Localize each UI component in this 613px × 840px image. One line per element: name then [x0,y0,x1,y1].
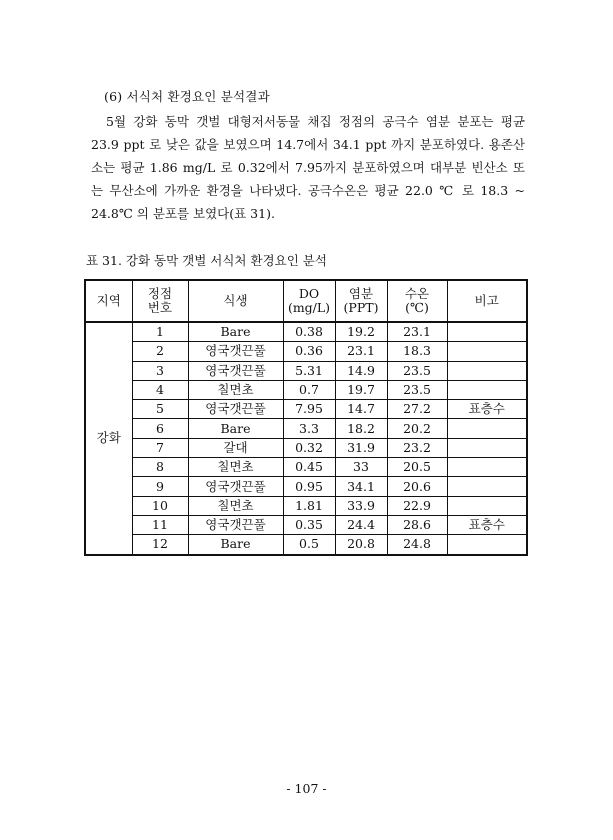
do-cell: 0.35 [283,515,335,534]
salinity-cell: 14.7 [335,400,387,419]
vegetation-cell: 갈대 [188,438,283,457]
temperature-cell: 20.6 [387,477,447,496]
station-cell: 11 [132,515,188,534]
paragraph-line: 는 무산소에 가까운 환경을 나타냈다. 공극수온은 평균 22.0 ℃ 로 18.3 ~ [91,183,525,198]
habitat-environment-table [84,279,528,556]
table-header-row [85,280,527,322]
table-row [85,419,527,438]
salinity-cell: 18.2 [335,419,387,438]
remark-cell [447,438,527,457]
salinity-cell: 20.8 [335,535,387,555]
remark-cell [447,496,527,515]
remark-cell [447,477,527,496]
do-cell: 1.81 [283,496,335,515]
table-row [85,496,527,515]
do-cell: 7.95 [283,400,335,419]
do-cell: 0.95 [283,477,335,496]
temperature-cell: 24.8 [387,535,447,555]
region-cell: 강화 [85,322,132,555]
remark-cell [447,535,527,555]
paragraph-line: 23.9 ppt 로 낮은 값을 보였으며 14.7에서 34.1 ppt 까지 분포하였다. 용존산 [91,137,525,152]
header-do-line1: DO [298,286,320,301]
remark-cell [447,419,527,438]
salinity-cell: 31.9 [335,438,387,457]
table-row [85,361,527,380]
remark-cell [447,380,527,399]
table-row [85,535,527,555]
header-region: 지역 [85,280,132,322]
remark-cell [447,342,527,361]
header-station-line2: 번호 [147,300,173,315]
table-row [85,400,527,419]
section-heading: (6) 서식처 환경요인 분석결과 [104,89,270,104]
station-cell: 4 [132,380,188,399]
station-cell: 1 [132,322,188,342]
vegetation-cell: Bare [188,419,283,438]
paragraph-line: 소는 평균 1.86 mg/L 로 0.32에서 7.95까지 분포하였으며 대부분 빈산소 또 [91,160,525,175]
header-station-line1: 정점 [147,286,173,301]
vegetation-cell: Bare [188,322,283,342]
header-salinity [335,280,387,322]
temperature-cell: 20.5 [387,458,447,477]
header-salinity-line2: (PPT) [343,300,379,315]
salinity-cell: 19.2 [335,322,387,342]
table-row [85,438,527,457]
do-cell: 0.32 [283,438,335,457]
remark-cell [447,322,527,342]
station-cell: 3 [132,361,188,380]
header-salinity-line1: 염분 [348,286,374,301]
station-cell: 2 [132,342,188,361]
temperature-cell: 23.2 [387,438,447,457]
header-do [283,280,335,322]
do-cell: 0.36 [283,342,335,361]
vegetation-cell: 영국갯끈풀 [188,477,283,496]
temperature-cell: 28.6 [387,515,447,534]
do-cell: 0.5 [283,535,335,555]
header-vegetation: 식생 [188,280,283,322]
salinity-cell: 24.4 [335,515,387,534]
paragraph-line: 24.8℃ 의 분포를 보였다(표 31). [91,206,275,221]
remark-cell: 표층수 [447,515,527,534]
vegetation-cell: 칠면초 [188,380,283,399]
temperature-cell: 18.3 [387,342,447,361]
vegetation-cell: 영국갯끈풀 [188,361,283,380]
station-cell: 8 [132,458,188,477]
vegetation-cell: Bare [188,535,283,555]
station-cell: 6 [132,419,188,438]
table-caption: 표 31. 강화 동막 갯벌 서식처 환경요인 분석 [86,253,327,268]
temperature-cell: 23.1 [387,322,447,342]
salinity-cell: 33 [335,458,387,477]
station-cell: 9 [132,477,188,496]
remark-cell [447,361,527,380]
temperature-cell: 23.5 [387,380,447,399]
table-row [85,458,527,477]
temperature-cell: 20.2 [387,419,447,438]
table-row [85,322,527,342]
body-paragraph [91,110,525,225]
paragraph-line: 5월 강화 동막 갯벌 대형저서동물 채집 정점의 공극수 염분 분포는 평균 [106,114,525,129]
table-row [85,342,527,361]
do-cell: 5.31 [283,361,335,380]
vegetation-cell: 영국갯끈풀 [188,342,283,361]
temperature-cell: 27.2 [387,400,447,419]
vegetation-cell: 영국갯끈풀 [188,400,283,419]
table-row [85,477,527,496]
header-temp-line2: (℃) [405,300,429,315]
vegetation-cell: 칠면초 [188,458,283,477]
remark-cell: 표층수 [447,400,527,419]
header-temperature [387,280,447,322]
page-number: - 107 - [286,781,327,796]
salinity-cell: 23.1 [335,342,387,361]
header-do-line2: (mg/L) [287,300,331,315]
station-cell: 10 [132,496,188,515]
salinity-cell: 33.9 [335,496,387,515]
header-remarks: 비고 [447,280,527,322]
table-row [85,515,527,534]
station-cell: 7 [132,438,188,457]
header-temp-line1: 수온 [404,286,430,301]
header-station [132,280,188,322]
temperature-cell: 22.9 [387,496,447,515]
do-cell: 0.45 [283,458,335,477]
station-cell: 12 [132,535,188,555]
do-cell: 0.7 [283,380,335,399]
remark-cell [447,458,527,477]
do-cell: 0.38 [283,322,335,342]
do-cell: 3.3 [283,419,335,438]
vegetation-cell: 칠면초 [188,496,283,515]
vegetation-cell: 영국갯끈풀 [188,515,283,534]
temperature-cell: 23.5 [387,361,447,380]
salinity-cell: 14.9 [335,361,387,380]
salinity-cell: 19.7 [335,380,387,399]
salinity-cell: 34.1 [335,477,387,496]
station-cell: 5 [132,400,188,419]
table-row [85,380,527,399]
